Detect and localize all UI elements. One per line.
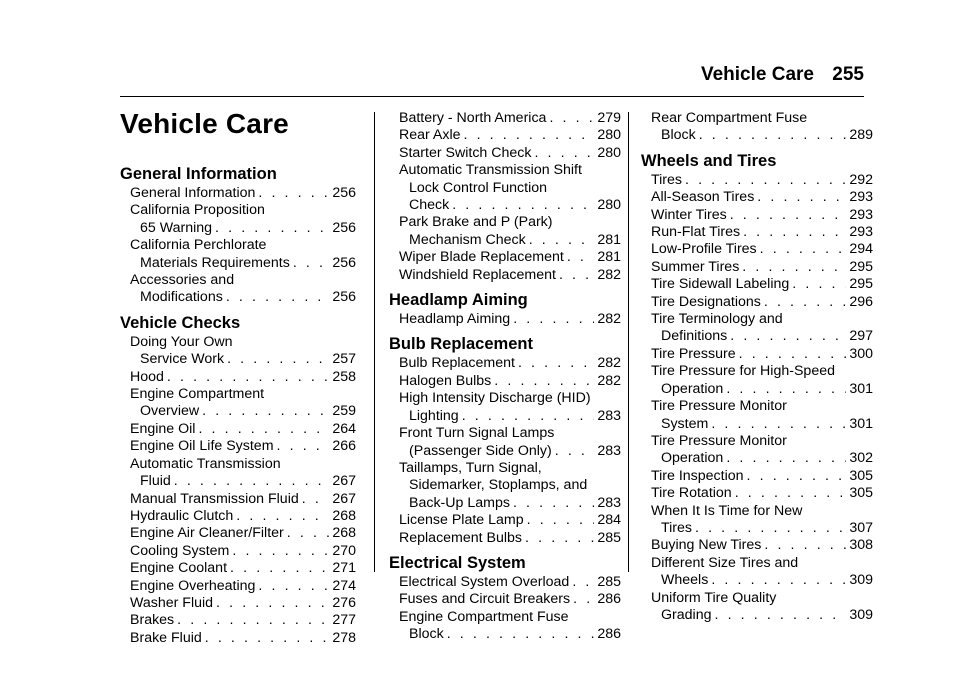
toc-page-number: 283 [597,494,621,511]
toc-column-2 [389,110,621,644]
toc-page-number: 285 [597,573,621,590]
toc-page-number: 286 [597,591,621,608]
toc-entry-text: Rear Compartment Fuse [651,110,808,126]
toc-entry-text: Block [409,626,444,643]
toc-entry-text: Operation [661,450,724,467]
toc-page-number: 282 [597,355,621,372]
toc-page-number: 305 [849,467,873,484]
toc-entry[interactable] [120,185,356,202]
toc-entry-text: Lock Control Function [409,179,548,196]
dot-leader [513,311,594,328]
dot-leader [167,369,329,386]
dot-leader [567,249,595,266]
toc-entry[interactable] [389,311,621,328]
toc-page-number: 282 [597,266,621,283]
toc-entry[interactable] [120,473,356,490]
toc-page-number: 281 [597,249,621,266]
toc-entry-text: Tire Pressure for High-Speed [651,363,835,380]
dot-leader [236,508,329,525]
toc-page-number: 268 [332,525,356,542]
dot-leader [277,438,330,455]
toc-column-1 [120,164,356,647]
dot-leader [287,525,330,542]
toc-entry-text: Cooling System [130,542,230,559]
toc-entry[interactable] [389,443,621,460]
toc-entry-text: Battery - North America [399,110,547,126]
toc-entry-text: Service Work [140,351,225,368]
dot-leader [462,408,595,425]
toc-page-number: 296 [849,293,873,310]
toc-entry-text: Engine Oil [130,420,196,437]
toc-page-number: 294 [849,241,873,258]
toc-entry-text: Tires [651,171,683,188]
dot-leader [742,259,846,276]
toc-entry[interactable] [120,351,356,368]
dot-leader [177,612,329,629]
toc-entry[interactable] [641,381,873,398]
toc-page-number: 282 [597,372,621,389]
toc-entry[interactable] [389,249,621,266]
toc-entry[interactable] [641,450,873,467]
toc-entry-text: Winter Tires [651,206,727,223]
dot-leader [447,626,595,643]
toc-entry-text: Wheels [661,572,709,589]
toc-entry-text: Wiper Blade Replacement [399,249,564,266]
toc-entry[interactable] [641,468,873,485]
dot-leader [293,255,330,272]
toc-page-number: 301 [849,380,873,397]
toc-page-number: 286 [597,626,621,643]
toc-entry-text: Park Brake and P (Park) [399,214,553,231]
toc-page-number: 256 [332,219,356,236]
toc-page-number: 300 [849,345,873,362]
dot-leader [230,560,329,577]
toc-entry[interactable] [389,626,621,643]
toc-entry-text: Tire Rotation [651,485,732,502]
dot-leader [764,294,846,311]
toc-entry-text: Run-Flat Tires [651,224,741,241]
dot-leader [529,232,595,249]
dot-leader [258,578,329,595]
toc-page-number: 257 [332,351,356,368]
dot-leader [695,520,846,537]
toc-entry-text: Summer Tires [651,258,740,275]
toc-entry-text: Engine Air Cleaner/Filter [130,525,284,542]
toc-page-number: 256 [332,254,356,271]
toc-entry[interactable] [120,543,356,560]
toc-entry[interactable] [120,438,356,455]
toc-entry[interactable] [120,508,356,525]
toc-entry[interactable] [641,572,873,589]
dot-leader [202,403,329,420]
toc-page-number: 297 [849,328,873,345]
toc-entry[interactable] [389,591,621,608]
toc-page-number: 276 [332,594,356,611]
section-heading: Headlamp Aiming [389,291,528,310]
toc-page-number: 271 [332,560,356,577]
toc-entry[interactable] [641,276,873,293]
toc-entry[interactable] [641,259,873,276]
toc-entry-text: Uniform Tire Quality [651,589,777,606]
toc-page-number: 283 [597,407,621,424]
toc-entry[interactable] [120,369,356,386]
toc-entry[interactable] [641,416,873,433]
toc-page-number: 280 [597,127,621,144]
dot-leader [549,110,594,127]
toc-entry[interactable] [641,294,873,311]
dot-leader [711,572,846,589]
running-header-title: Vehicle Care [700,64,814,85]
toc-entry[interactable] [120,578,356,595]
toc-entry[interactable] [389,355,621,372]
toc-entry-text: Check [409,197,450,214]
dot-leader [572,574,594,591]
toc-entry-text: Tire Designations [651,293,761,310]
section-heading: Vehicle Checks [120,313,241,332]
dot-leader [513,495,594,512]
toc-entry[interactable] [120,491,356,508]
toc-page-number: 301 [849,415,873,432]
dot-leader [714,607,846,624]
toc-entry[interactable] [389,145,621,162]
dot-leader [302,491,330,508]
dot-leader [258,185,329,202]
toc-entry-text: Tires [661,519,693,536]
toc-page-number: 295 [849,258,873,275]
toc-entry-text: Hood [130,368,164,385]
toc-entry-text: Manual Transmission Fluid [130,490,299,507]
toc-entry[interactable] [120,630,356,647]
toc-entry-text: Washer Fluid [130,594,214,611]
toc-entry[interactable] [389,232,621,249]
toc-entry-text: Engine Oil Life System [130,438,274,455]
toc-page-number: 282 [597,311,621,328]
toc-entry-text: Halogen Bulbs [399,372,492,389]
toc-entry-text: When It Is Time for New [651,502,803,519]
toc-entry-text: Hydraulic Clutch [130,507,234,524]
toc-page-number: 302 [849,450,873,467]
toc-entry-text: Rear Axle [399,127,461,144]
toc-entry[interactable] [120,403,356,420]
toc-entry-text: Doing Your Own [130,333,233,350]
toc-entry[interactable] [120,595,356,612]
toc-page-number: 295 [849,276,873,293]
dot-leader [226,289,330,306]
toc-entry[interactable] [120,612,356,629]
toc-page-number: 270 [332,542,356,559]
toc-entry-text: Mechanism Check [409,231,526,248]
dot-leader [739,346,847,363]
toc-page-number: 258 [332,368,356,385]
toc-entry[interactable] [641,328,873,345]
header-rule [120,96,864,97]
toc-entry-text: Brakes [130,612,175,629]
toc-page-number: 259 [332,403,356,420]
toc-entry[interactable] [641,172,873,189]
dot-leader [699,127,847,144]
toc-page-number: 280 [597,197,621,214]
toc-entry[interactable] [641,189,873,206]
toc-entry-text: Different Size Tires and [651,554,799,571]
toc-page-number: 309 [849,572,873,589]
toc-page-number: 278 [332,629,356,646]
toc-page-number: 292 [849,171,873,188]
toc-page-number: 279 [597,110,621,126]
toc-entry-text: Bulb Replacement [399,355,515,372]
toc-entry[interactable] [641,485,873,502]
toc-page-number: 256 [332,289,356,306]
section-heading: Bulb Replacement [389,335,533,354]
column-divider [374,112,375,572]
toc-page-number: 280 [597,144,621,161]
toc-entry-text: Taillamps, Turn Signal, [399,459,542,476]
toc-entry-text: Definitions [661,328,728,345]
toc-entry[interactable] [389,373,621,390]
toc-entry-text: Tire Sidewall Labeling [651,276,790,293]
dot-leader [215,220,329,237]
dot-leader [559,267,594,284]
dot-leader [205,630,330,647]
toc-entry[interactable] [641,207,873,224]
toc-entry[interactable] [389,127,621,144]
toc-page-number: 293 [849,206,873,223]
toc-entry-text: Automatic Transmission [130,455,281,472]
dot-leader [525,530,594,547]
toc-page-number: 293 [849,224,873,241]
toc-entry-text: Engine Compartment [130,386,265,403]
toc-entry-text: Accessories and [130,272,235,289]
toc-entry-text: (Passenger Side Only) [409,442,552,459]
toc-entry-text: 65 Warning [140,219,213,236]
dot-leader [232,543,329,560]
toc-entry-text: Buying New Tires [651,537,762,554]
section-heading: Wheels and Tires [641,151,777,170]
toc-entry-text: Tire Pressure [651,345,736,362]
toc-page-number: 284 [597,512,621,529]
dot-leader [735,485,847,502]
toc-entry-text: Automatic Transmission Shift [399,162,582,179]
dot-leader [711,416,846,433]
dot-leader [555,443,595,460]
toc-entry-text: Replacement Bulbs [399,529,523,546]
toc-entry-text: System [661,415,709,432]
toc-entry[interactable] [120,421,356,438]
toc-entry-text: Modifications [140,289,223,306]
toc-entry[interactable] [389,495,621,512]
toc-entry-text: Front Turn Signal Lamps [399,425,555,442]
dot-leader [464,127,595,144]
toc-entry-text: Headlamp Aiming [399,311,511,328]
section-heading: General Information [120,165,277,183]
toc-entry-text: Starter Switch Check [399,144,532,161]
dot-leader [494,373,594,390]
dot-leader [764,537,846,554]
toc-entry-text: Operation [661,380,724,397]
dot-leader [227,351,329,368]
toc-entry[interactable] [641,520,873,537]
toc-page-number: 309 [849,606,873,623]
toc-entry-text: California Proposition [130,202,265,219]
toc-entry[interactable] [389,530,621,547]
toc-entry-text: High Intensity Discharge (HID) [399,390,591,407]
column-divider [628,112,629,572]
dot-leader [685,172,846,189]
dot-leader [730,328,846,345]
dot-leader [792,276,846,293]
toc-page-number: 266 [332,438,356,455]
toc-entry-text: Tire Inspection [651,467,744,484]
dot-leader [743,224,846,241]
dot-leader [747,468,847,485]
chapter-title: Vehicle Care [120,108,289,139]
toc-entry-text: Electrical System Overload [399,573,570,590]
toc-entry-text: Fuses and Circuit Breakers [399,591,571,608]
toc-entry-text: Low-Profile Tires [651,241,757,258]
toc-entry-text: Block [661,127,696,144]
toc-entry-text: License Plate Lamp [399,512,524,529]
toc-entry-text: Overview [140,403,200,420]
toc-page-number: 277 [332,612,356,629]
toc-page-number: 267 [332,490,356,507]
toc-page-number: 308 [849,537,873,554]
dot-leader [534,145,594,162]
toc-entry-text: Back-Up Lamps [409,494,510,511]
toc-entry[interactable] [641,241,873,258]
toc-entry-text: Engine Compartment Fuse [399,608,569,625]
toc-entry[interactable] [641,127,873,144]
toc-page-number: 305 [849,485,873,502]
dot-leader [573,591,594,608]
toc-entry[interactable] [641,607,873,624]
toc-page-number: 264 [332,420,356,437]
dot-leader [730,207,847,224]
toc-page-number: 256 [332,185,356,201]
toc-entry[interactable] [641,346,873,363]
toc-entry[interactable] [120,525,356,542]
section-heading: Electrical System [389,553,526,572]
toc-page-number: 283 [597,442,621,459]
toc-entry[interactable] [389,512,621,529]
dot-leader [518,355,594,372]
toc-entry-text: Sidemarker, Stoplamps, and [409,477,588,494]
toc-entry[interactable] [120,289,356,306]
toc-entry-text: Engine Coolant [130,560,228,577]
toc-entry-text: Fluid [140,473,171,490]
toc-page-number: 285 [597,529,621,546]
toc-page-number: 307 [849,519,873,536]
dot-leader [174,473,330,490]
toc-entry-text: General Information [130,185,256,201]
dot-leader [726,450,846,467]
toc-entry-text: Grading [661,606,712,623]
toc-entry-text: Tire Pressure Monitor [651,432,787,449]
toc-entry-text: Materials Requirements [140,254,290,271]
toc-entry-text: Lighting [409,407,459,424]
toc-page-number: 293 [849,189,873,206]
toc-entry[interactable] [120,220,356,237]
toc-entry[interactable] [120,255,356,272]
toc-column-3 [641,110,873,624]
toc-entry-text: Tire Pressure Monitor [651,398,787,415]
toc-entry[interactable] [389,110,621,127]
toc-entry-text: All-Season Tires [651,189,755,206]
dot-leader [216,595,329,612]
toc-entry-text: Brake Fluid [130,629,202,646]
toc-entry-text: Engine Overheating [130,577,256,594]
running-header-page-number: 255 [832,64,864,85]
toc-entry[interactable] [389,408,621,425]
dot-leader [760,241,847,258]
toc-page-number: 268 [332,507,356,524]
toc-entry-text: Windshield Replacement [399,266,556,283]
toc-entry-text: California Perchlorate [130,237,267,254]
dot-leader [198,421,329,438]
dot-leader [726,381,846,398]
toc-entry[interactable] [389,267,621,284]
toc-entry[interactable] [641,537,873,554]
dot-leader [527,512,595,529]
toc-entry[interactable] [389,197,621,214]
toc-page-number: 274 [332,577,356,594]
dot-leader [452,197,594,214]
toc-entry[interactable] [120,560,356,577]
dot-leader [757,189,846,206]
toc-entry-text: Tire Terminology and [651,311,783,328]
toc-entry[interactable] [389,574,621,591]
toc-page-number: 267 [332,473,356,490]
toc-page-number: 289 [849,127,873,144]
toc-page-number: 281 [597,231,621,248]
toc-entry[interactable] [641,224,873,241]
